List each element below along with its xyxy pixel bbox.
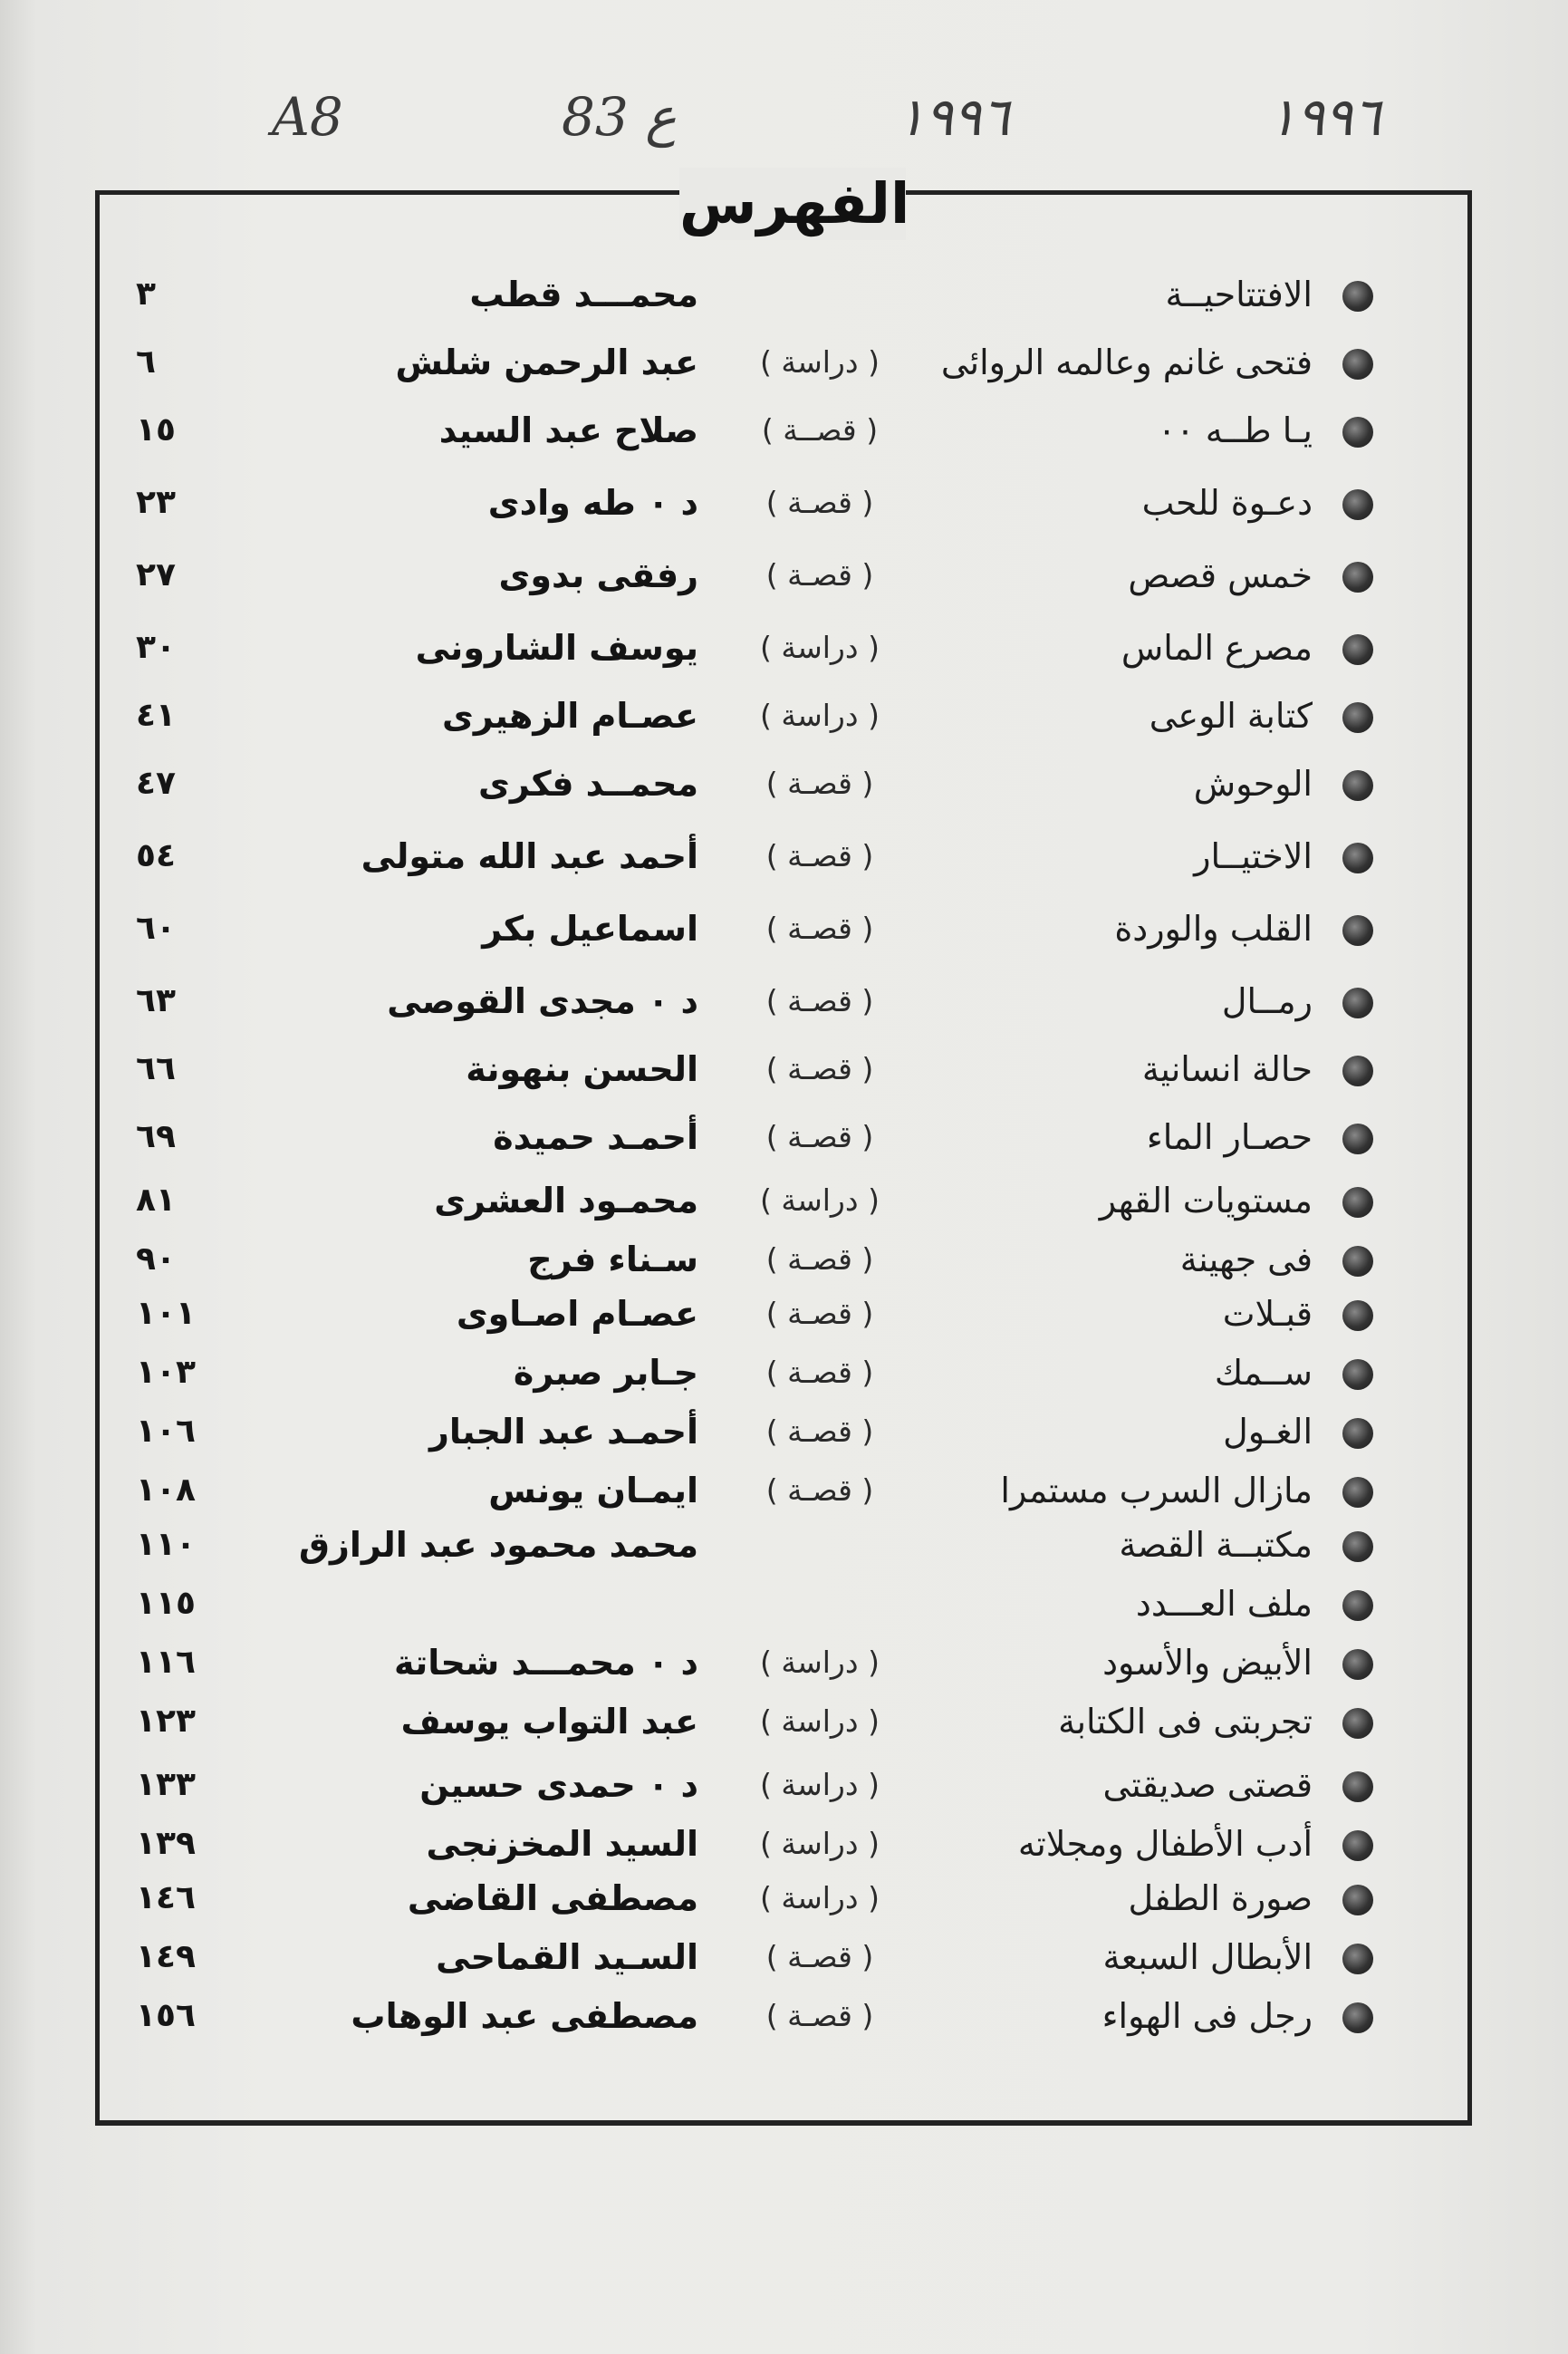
entry-page: ١٣٣ bbox=[136, 1766, 196, 1803]
entry-title: الأبيض والأسود bbox=[1102, 1643, 1313, 1683]
entry-title: أدب الأطفال ومجلاته bbox=[1017, 1824, 1313, 1864]
entry-page: ٢٧ bbox=[136, 556, 176, 593]
entry-page: ٦ bbox=[136, 343, 156, 381]
entry-title: رمــال bbox=[1221, 981, 1313, 1021]
entry-page: ١١٦ bbox=[136, 1644, 196, 1681]
bullet-icon bbox=[1342, 281, 1373, 312]
list-item bbox=[0, 825, 1568, 888]
entry-title: رجل فى الهواء bbox=[1101, 1996, 1313, 2036]
list-item bbox=[0, 331, 1568, 394]
entry-author: د ٠ محمـــد شحاتة bbox=[393, 1643, 698, 1683]
entry-page: ٦٦ bbox=[136, 1050, 176, 1087]
list-item bbox=[0, 1984, 1568, 2048]
entry-title: ســمك bbox=[1214, 1353, 1313, 1393]
bullet-icon bbox=[1342, 562, 1373, 593]
entry-page: ٣ bbox=[136, 275, 156, 313]
entry-type: ( دراسة ) bbox=[760, 1767, 880, 1802]
entry-title: يـا طــه ٠٠ bbox=[1157, 410, 1313, 450]
bullet-icon bbox=[1342, 988, 1373, 1018]
entry-title: الأبطال السبعة bbox=[1102, 1937, 1313, 1977]
entry-page: ١٤٩ bbox=[136, 1938, 196, 1975]
list-item bbox=[0, 1631, 1568, 1694]
entry-title: فى جهينة bbox=[1179, 1240, 1313, 1279]
entry-title: قبـلات bbox=[1222, 1294, 1313, 1334]
bullet-icon bbox=[1342, 843, 1373, 873]
bullet-icon bbox=[1342, 2002, 1373, 2033]
entry-type: ( قصـة ) bbox=[765, 1413, 874, 1449]
entry-type: ( قصـة ) bbox=[765, 1296, 874, 1331]
entry-page: ٥٤ bbox=[136, 837, 176, 874]
entry-page: ١١٠ bbox=[136, 1526, 196, 1563]
bullet-icon bbox=[1342, 1830, 1373, 1861]
entry-type: ( قصـة ) bbox=[765, 983, 874, 1018]
entry-title: تجربتى فى الكتابة bbox=[1058, 1702, 1313, 1741]
list-item bbox=[0, 684, 1568, 748]
entry-type: ( قصـة ) bbox=[765, 911, 874, 946]
bullet-icon bbox=[1342, 1477, 1373, 1508]
entry-title: خمس قصص bbox=[1128, 555, 1313, 595]
list-item bbox=[0, 1690, 1568, 1753]
entry-page: ١٢٣ bbox=[136, 1703, 196, 1740]
entry-author: سـناء فرج bbox=[527, 1240, 698, 1279]
entry-author: عبد الرحمن شلش bbox=[395, 342, 698, 382]
bullet-icon bbox=[1342, 417, 1373, 448]
entry-type: ( قصـة ) bbox=[765, 1119, 874, 1154]
bullet-icon bbox=[1342, 1708, 1373, 1739]
list-item bbox=[0, 970, 1568, 1033]
bullet-icon bbox=[1342, 1771, 1373, 1802]
entry-author: محمــد فكرى bbox=[478, 764, 698, 804]
entry-title: مكتبــة القصة bbox=[1119, 1525, 1313, 1565]
entry-type: ( قصـة ) bbox=[765, 1051, 874, 1086]
entry-page: ٢٣ bbox=[136, 484, 176, 521]
bullet-icon bbox=[1342, 1124, 1373, 1154]
entry-author: عبد التواب يوسف bbox=[400, 1702, 698, 1741]
entry-page: ٨١ bbox=[136, 1182, 176, 1219]
list-item bbox=[0, 1341, 1568, 1404]
entry-title: القلب والوردة bbox=[1114, 909, 1313, 949]
bullet-icon bbox=[1342, 1944, 1373, 1974]
entry-title: مازال السرب مستمرا bbox=[1000, 1471, 1313, 1510]
list-item bbox=[0, 1400, 1568, 1463]
entry-title: الوحوش bbox=[1193, 764, 1313, 804]
entry-title: دعـوة للحب bbox=[1141, 483, 1313, 523]
entry-author: السيد المخزنجى bbox=[426, 1824, 698, 1864]
bullet-icon bbox=[1342, 770, 1373, 801]
entry-author: اسماعيل بكر bbox=[482, 909, 698, 949]
list-item bbox=[0, 1753, 1568, 1817]
entry-author: عصـام الزهيرى bbox=[442, 696, 698, 736]
handwritten-note: ١٩٩٦ bbox=[1268, 86, 1381, 148]
list-item bbox=[0, 1282, 1568, 1346]
entry-type: ( دراسة ) bbox=[760, 1703, 880, 1739]
entry-title: قصتى صديقتى bbox=[1102, 1765, 1313, 1805]
entry-page: ١٠٦ bbox=[136, 1413, 196, 1450]
bullet-icon bbox=[1342, 489, 1373, 520]
entry-title: فتحى غانم وعالمه الروائى bbox=[940, 342, 1313, 382]
entry-page: ٣٠ bbox=[136, 629, 176, 666]
entry-page: ٩٠ bbox=[136, 1240, 176, 1278]
entry-page: ١٥٦ bbox=[136, 1997, 196, 2034]
entry-author: جـابر صبرة bbox=[513, 1353, 698, 1393]
entry-author: د ٠ طه وادى bbox=[487, 483, 698, 523]
bullet-icon bbox=[1342, 1300, 1373, 1331]
entry-author: أحمد عبد الله متولى bbox=[361, 836, 698, 876]
list-item bbox=[0, 399, 1568, 462]
bullet-icon bbox=[1342, 1531, 1373, 1562]
bullet-icon bbox=[1342, 1056, 1373, 1086]
page-title: الفهرس bbox=[679, 168, 906, 240]
entry-author: محمـــد قطب bbox=[469, 275, 698, 314]
entry-type: ( دراسة ) bbox=[760, 1645, 880, 1680]
bullet-icon bbox=[1342, 702, 1373, 733]
entry-type: ( دراسة ) bbox=[760, 630, 880, 665]
list-item bbox=[0, 1513, 1568, 1577]
entry-title: الغـول bbox=[1223, 1412, 1313, 1452]
list-item bbox=[0, 1925, 1568, 1989]
entry-type: ( دراسة ) bbox=[760, 1880, 880, 1915]
entry-author: أحمـد عبد الجبار bbox=[428, 1412, 698, 1452]
bullet-icon bbox=[1342, 1885, 1373, 1915]
bullet-icon bbox=[1342, 1418, 1373, 1449]
list-item bbox=[0, 752, 1568, 815]
handwritten-note: ١٩٩٦ bbox=[897, 86, 1010, 148]
entry-page: ١٠١ bbox=[136, 1295, 196, 1332]
entry-title: مصرع الماس bbox=[1121, 628, 1313, 668]
entry-page: ٦٩ bbox=[136, 1118, 176, 1155]
entry-author: يوسف الشارونى bbox=[415, 628, 698, 668]
entry-page: ٤٧ bbox=[136, 765, 176, 802]
entry-title: ملف العـــدد bbox=[1135, 1584, 1313, 1624]
list-item bbox=[0, 1169, 1568, 1232]
entry-author: السـيد القماحى bbox=[436, 1937, 698, 1977]
handwritten-note: 83 ع bbox=[562, 86, 677, 148]
entry-author: محمد محمود عبد الرازق bbox=[299, 1525, 698, 1565]
bullet-icon bbox=[1342, 1359, 1373, 1390]
entry-author: رفقى بدوى bbox=[498, 555, 698, 595]
list-item bbox=[0, 544, 1568, 607]
entry-type: ( قصـة ) bbox=[765, 557, 874, 593]
entry-page: ٤١ bbox=[136, 697, 176, 734]
list-item bbox=[0, 897, 1568, 960]
entry-page: ١٠٨ bbox=[136, 1471, 196, 1509]
entry-title: الافتتاحيــة bbox=[1165, 275, 1313, 314]
list-item bbox=[0, 263, 1568, 326]
entry-title: حالة انسانية bbox=[1141, 1049, 1313, 1089]
bullet-icon bbox=[1342, 634, 1373, 665]
entry-type: ( قصـة ) bbox=[765, 838, 874, 873]
entry-author: د ٠ مجدى القوصى bbox=[387, 981, 698, 1021]
entry-type: ( دراسة ) bbox=[760, 1826, 880, 1861]
entry-author: محمـود العشرى bbox=[434, 1181, 698, 1220]
entry-type: ( قصـة ) bbox=[765, 1472, 874, 1508]
entry-type: ( دراسة ) bbox=[760, 698, 880, 733]
entry-title: حصـار الماء bbox=[1146, 1117, 1313, 1157]
entry-page: ١٥ bbox=[136, 411, 176, 449]
bullet-icon bbox=[1342, 915, 1373, 946]
entry-title: كتابة الوعى bbox=[1149, 696, 1313, 736]
bullet-icon bbox=[1342, 1187, 1373, 1218]
entry-page: ١٤٦ bbox=[136, 1879, 196, 1916]
entry-title: مستويات القهر bbox=[1099, 1181, 1313, 1220]
entry-author: مصطفى القاضى bbox=[407, 1878, 698, 1918]
entry-author: عصـام اصـاوى bbox=[456, 1294, 698, 1334]
entry-page: ١١٥ bbox=[136, 1585, 196, 1622]
entry-type: ( قصـة ) bbox=[765, 1998, 874, 2033]
entry-type: ( قصـة ) bbox=[765, 1939, 874, 1974]
bullet-icon bbox=[1342, 1590, 1373, 1621]
entry-type: ( قصـة ) bbox=[765, 766, 874, 801]
list-item bbox=[0, 1867, 1568, 1930]
list-item bbox=[0, 1105, 1568, 1169]
list-item bbox=[0, 1572, 1568, 1635]
entry-page: ١٣٩ bbox=[136, 1825, 196, 1862]
bullet-icon bbox=[1342, 1649, 1373, 1680]
entry-author: د ٠ حمدى حسين bbox=[419, 1765, 698, 1805]
list-item bbox=[0, 1037, 1568, 1101]
list-item bbox=[0, 616, 1568, 680]
entry-page: ٦٣ bbox=[136, 982, 176, 1019]
entry-author: مصطفى عبد الوهاب bbox=[351, 1996, 698, 2036]
list-item bbox=[0, 471, 1568, 535]
entry-type: ( قصــة ) bbox=[761, 412, 879, 448]
entry-author: ايمـان يونس bbox=[488, 1471, 698, 1510]
bullet-icon bbox=[1342, 1246, 1373, 1277]
entry-type: ( قصـة ) bbox=[765, 1355, 874, 1390]
entry-author: صلاح عبد السيد bbox=[438, 410, 698, 450]
entry-author: الحسن بنهونة bbox=[466, 1049, 698, 1089]
entry-author: أحمـد حميدة bbox=[493, 1117, 698, 1157]
entry-type: ( دراسة ) bbox=[760, 1182, 880, 1218]
entry-type: ( قصـة ) bbox=[765, 1241, 874, 1277]
entry-title: صورة الطفل bbox=[1128, 1878, 1313, 1918]
entry-type: ( قصـة ) bbox=[765, 485, 874, 520]
bullet-icon bbox=[1342, 349, 1373, 380]
handwritten-note: A8 bbox=[272, 86, 343, 148]
entry-type: ( دراسة ) bbox=[760, 344, 880, 380]
entry-page: ١٠٣ bbox=[136, 1354, 196, 1391]
entry-title: الاختيــار bbox=[1194, 836, 1313, 876]
entry-page: ٦٠ bbox=[136, 910, 176, 947]
